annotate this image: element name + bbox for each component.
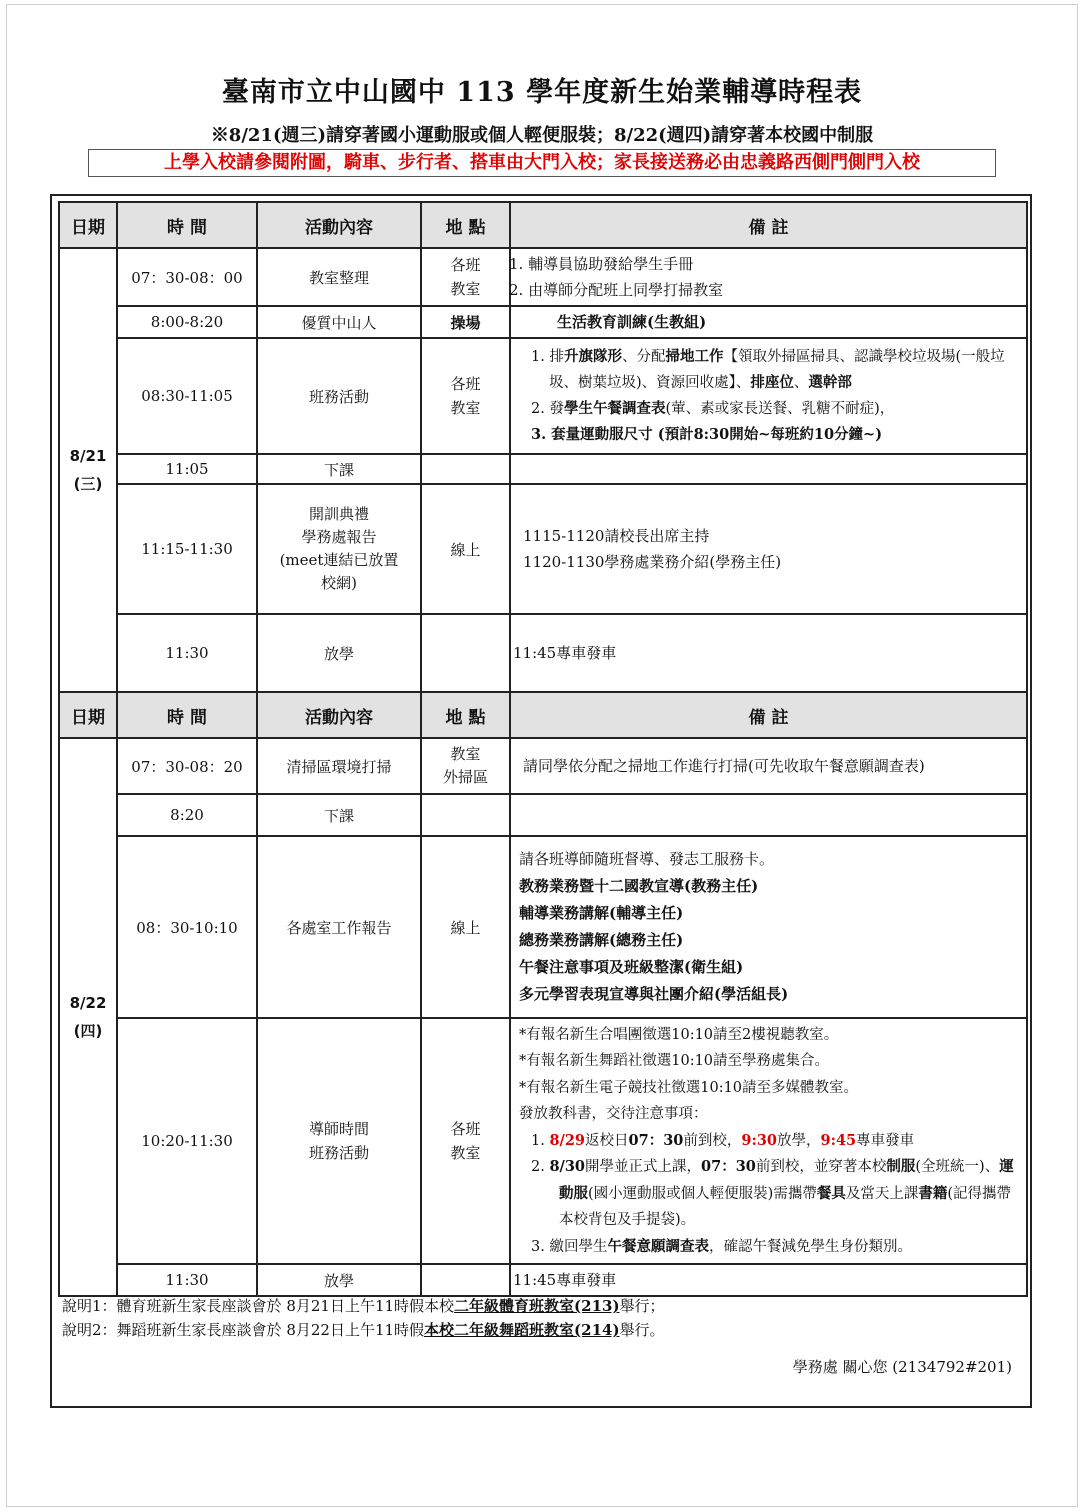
activity-cell: 導師時間 班務活動 bbox=[257, 1018, 421, 1264]
time-cell: 07：30-08：20 bbox=[117, 738, 257, 794]
place-cell bbox=[421, 614, 510, 692]
col-note: 備 註 bbox=[510, 692, 1027, 738]
note-line: *有報名新生合唱團徵選10:10請至2樓視聽教室。 bbox=[519, 1026, 839, 1043]
note-fragment: (記得攜帶本校背包及手提袋)。 bbox=[559, 1185, 1011, 1229]
time-cell: 11:15-11:30 bbox=[117, 484, 257, 614]
note-fragment: 9:30 bbox=[741, 1131, 778, 1149]
note-line bbox=[519, 344, 1020, 396]
weekday-label: (三) bbox=[73, 475, 103, 493]
note-fragment: ，確認午餐減免學生身份類別。 bbox=[708, 1238, 912, 1255]
footer-note-2 bbox=[62, 1319, 1022, 1340]
footer-text: 說明1：體育班新生家長座談會於 8月21日上午11時假本校 bbox=[62, 1297, 455, 1315]
col-place: 地 點 bbox=[421, 692, 510, 738]
place-cell bbox=[421, 454, 510, 484]
note-cell bbox=[510, 794, 1027, 836]
time-cell: 07：30-08：00 bbox=[117, 248, 257, 306]
note-fragment: 8/30 bbox=[549, 1158, 586, 1176]
table-row bbox=[59, 836, 1027, 1018]
place-cell: 線上 bbox=[421, 484, 510, 614]
footer-text: 說明2：舞蹈班新生家長座談會於 8月22日上午11時假 bbox=[62, 1321, 425, 1339]
note-fragment: 前到校，並穿著本校 bbox=[755, 1159, 887, 1176]
date-label: 8/21 bbox=[69, 447, 107, 465]
date-cell-day1 bbox=[59, 248, 117, 692]
time-cell: 11:30 bbox=[117, 614, 257, 692]
activity-cell: 教室整理 bbox=[257, 248, 421, 306]
note-fragment: 書籍 bbox=[918, 1184, 948, 1202]
note-fragment: 、 bbox=[793, 375, 809, 391]
table-row bbox=[59, 454, 1027, 484]
note-cell bbox=[510, 484, 1027, 614]
note-fragment: 2. bbox=[531, 1159, 550, 1176]
footer-text: 舉行。 bbox=[619, 1321, 665, 1339]
col-time: 時 間 bbox=[117, 202, 257, 248]
note-fragment: 掃地工作 bbox=[665, 348, 724, 365]
activity-cell: 下課 bbox=[257, 454, 421, 484]
time-cell: 11:30 bbox=[117, 1264, 257, 1296]
note-line: 教務業務暨十二國教宣導(教務主任) bbox=[519, 877, 759, 895]
col-place: 地 點 bbox=[421, 202, 510, 248]
col-time: 時 間 bbox=[117, 692, 257, 738]
note-fragment: 開學並正式上課， bbox=[585, 1159, 702, 1176]
entrance-notice: 上學入校請參閱附圖，騎車、步行者、搭車由大門入校；家長接送務必由忠義路西側門側門入校 bbox=[88, 149, 996, 177]
note-cell: 生活教育訓練(生教組) bbox=[510, 306, 1027, 338]
note-fragment: 、分配 bbox=[621, 349, 666, 365]
table-row bbox=[59, 484, 1027, 614]
note-line: 多元學習表現宣導與社團介紹(學活組長) bbox=[519, 985, 789, 1003]
note-fragment: 及當天上課 bbox=[845, 1185, 919, 1202]
note-line: 3. 套量運動服尺寸 (預計8:30開始~每班約10分鐘~) bbox=[531, 426, 883, 443]
table-header-day2 bbox=[59, 692, 1027, 738]
col-note: 備 註 bbox=[510, 202, 1027, 248]
note-fragment: 3. 繳回學生 bbox=[531, 1238, 608, 1255]
note-fragment: 【領取外掃區掃具、認識學校垃圾場(一般垃圾、樹葉垃圾)、資源回收處】、 bbox=[549, 349, 1005, 391]
activity-cell: 放學 bbox=[257, 1264, 421, 1296]
note-cell: 請同學依分配之掃地工作進行打掃(可先收取午餐意願調查表) bbox=[510, 738, 1027, 794]
note-fragment: 2. 發 bbox=[531, 401, 564, 417]
col-activity: 活動內容 bbox=[257, 692, 421, 738]
footer-highlight: 二年級體育班教室(213) bbox=[454, 1297, 620, 1315]
weekday-label: (四) bbox=[73, 1022, 103, 1040]
activity-cell: 優質中山人 bbox=[257, 306, 421, 338]
note-line: 1115-1120請校長出席主持 bbox=[523, 527, 710, 545]
activity-cell: 清掃區環境打掃 bbox=[257, 738, 421, 794]
note-fragment: 07：30 bbox=[701, 1158, 756, 1176]
activity-cell: 各處室工作報告 bbox=[257, 836, 421, 1018]
note-cell bbox=[510, 338, 1027, 454]
place-cell: 操場 bbox=[421, 306, 510, 338]
place-cell: 各班 教室 bbox=[421, 1018, 510, 1264]
time-cell: 8:20 bbox=[117, 794, 257, 836]
note-line: 輔導業務講解(輔導主任) bbox=[519, 904, 684, 922]
note-fragment: 9:45 bbox=[820, 1131, 857, 1149]
page-title: 臺南市立中山國中 113 學年度新生始業輔導時程表 bbox=[221, 77, 863, 108]
note-cell bbox=[510, 454, 1027, 484]
note-line: 1120-1130學務處業務介紹(學務主任) bbox=[523, 553, 782, 571]
time-cell: 08：30-10:10 bbox=[117, 836, 257, 1018]
note-fragment: 午餐意願調查表 bbox=[607, 1237, 709, 1255]
place-cell bbox=[421, 1264, 510, 1296]
time-cell: 11:05 bbox=[117, 454, 257, 484]
activity-cell: 開訓典禮 學務處報告 (meet連結已放置 校網) bbox=[257, 484, 421, 614]
place-cell: 各班 教室 bbox=[421, 338, 510, 454]
note-fragment: 制服 bbox=[886, 1158, 916, 1176]
date-cell-day2 bbox=[59, 738, 117, 1296]
note-line bbox=[519, 1154, 1020, 1234]
table-row bbox=[59, 306, 1027, 338]
note-line bbox=[519, 396, 1020, 422]
note-fragment: 餐具 bbox=[816, 1184, 846, 1202]
note-fragment: 1. 排 bbox=[531, 349, 564, 365]
col-activity: 活動內容 bbox=[257, 202, 421, 248]
note-line bbox=[519, 1234, 1020, 1261]
place-cell: 教室 外掃區 bbox=[421, 738, 510, 794]
note-line: 總務業務講解(總務主任) bbox=[519, 931, 684, 949]
table-row bbox=[59, 1018, 1027, 1264]
place-cell: 各班 教室 bbox=[421, 248, 510, 306]
note-fragment: 放學， bbox=[777, 1132, 821, 1149]
note-fragment: 07：30 bbox=[628, 1131, 684, 1149]
note-fragment: 運動服 bbox=[559, 1158, 1014, 1202]
col-date: 日期 bbox=[59, 202, 117, 248]
note-fragment: (國小運動服或個人輕便服裝)需攜帶 bbox=[588, 1185, 817, 1202]
note-fragment: 返校日 bbox=[585, 1132, 629, 1149]
footer-highlight: 本校二年級舞蹈班教室(214) bbox=[424, 1321, 620, 1339]
note-cell bbox=[510, 1018, 1027, 1264]
note-cell bbox=[510, 836, 1027, 1018]
activity-cell: 下課 bbox=[257, 794, 421, 836]
table-row bbox=[59, 338, 1027, 454]
table-row bbox=[59, 738, 1027, 794]
dress-code-note: ※8/21(週三)請穿著國小運動服或個人輕便服裝；8/22(週四)請穿著本校國中制服 bbox=[210, 125, 874, 146]
note-line: 午餐注意事項及班級整潔(衛生組) bbox=[519, 958, 744, 976]
footer-text: 舉行； bbox=[619, 1297, 665, 1315]
activity-cell: 放學 bbox=[257, 614, 421, 692]
time-cell: 10:20-11:30 bbox=[117, 1018, 257, 1264]
note-cell: 11:45專車發車 bbox=[510, 614, 1027, 692]
table-row bbox=[59, 1264, 1027, 1296]
note-line: 1. 輔導員協助發給學生手冊 bbox=[509, 255, 694, 273]
note-line: 請各班導師隨班督導、發志工服務卡。 bbox=[519, 850, 775, 868]
table-header-day1 bbox=[59, 202, 1027, 248]
footer-note-1 bbox=[62, 1295, 1022, 1316]
col-date: 日期 bbox=[59, 692, 117, 738]
schedule-table bbox=[58, 201, 1028, 1297]
table-row bbox=[59, 248, 1027, 306]
note-line: 2. 由導師分配班上同學打掃教室 bbox=[509, 281, 724, 299]
place-cell: 線上 bbox=[421, 836, 510, 1018]
time-cell: 08:30-11:05 bbox=[117, 338, 257, 454]
note-line: *有報名新生舞蹈社徵選10:10請至學務處集合。 bbox=[519, 1053, 830, 1070]
note-line: 發放教科書，交待注意事項： bbox=[519, 1106, 708, 1123]
signature: 學務處 關心您 (2134792#201) bbox=[792, 1358, 1012, 1376]
note-cell bbox=[510, 248, 1027, 306]
note-fragment: 1. bbox=[531, 1132, 550, 1149]
note-cell: 11:45專車發車 bbox=[510, 1264, 1027, 1296]
note-fragment: 學生午餐調查表 bbox=[563, 400, 666, 417]
activity-cell: 班務活動 bbox=[257, 338, 421, 454]
note-fragment: 專車發車 bbox=[856, 1132, 915, 1149]
note-fragment: (葷、素或家長送餐、乳糖不耐症)， bbox=[665, 401, 895, 417]
note-fragment: (全班統一)、 bbox=[915, 1159, 1000, 1176]
note-line bbox=[519, 1128, 1020, 1155]
place-cell bbox=[421, 794, 510, 836]
note-fragment: 選幹部 bbox=[808, 374, 852, 391]
note-fragment: 前到校， bbox=[683, 1132, 742, 1149]
table-row bbox=[59, 794, 1027, 836]
note-fragment: 升旗隊形 bbox=[563, 348, 622, 365]
note-line: *有報名新生電子競技社徵選10:10請至多媒體教室。 bbox=[519, 1079, 859, 1096]
note-fragment: 排座位 bbox=[750, 374, 794, 391]
date-label: 8/22 bbox=[69, 994, 107, 1012]
table-row bbox=[59, 614, 1027, 692]
time-cell: 8:00-8:20 bbox=[117, 306, 257, 338]
note-fragment: 8/29 bbox=[549, 1131, 586, 1149]
